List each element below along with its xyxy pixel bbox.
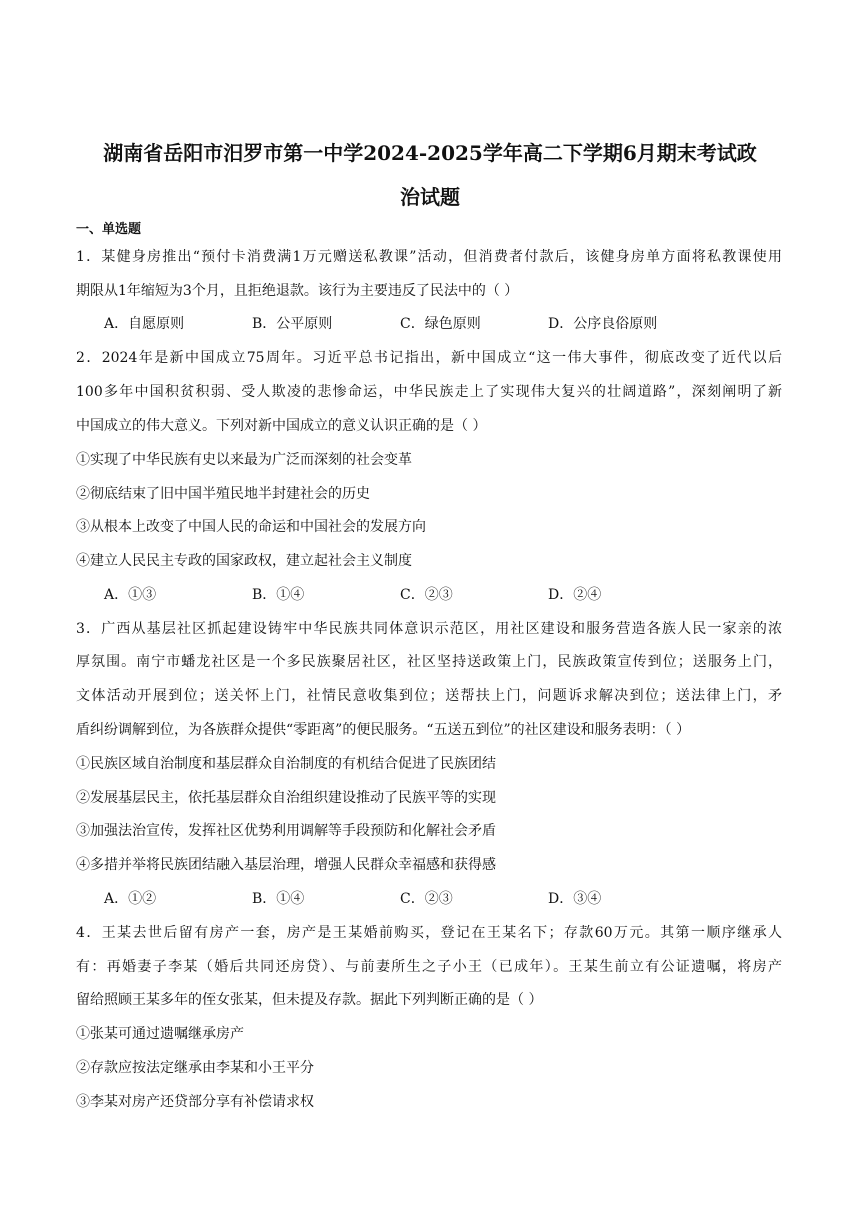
- q4-statement-3: ③李某对房产还贷部分享有补偿请求权: [76, 1094, 314, 1110]
- q3-statement-4: ④多措并举将民族团结融入基层治理，增强人民群众幸福感和获得感: [76, 857, 496, 873]
- q3-statement-1: ①民族区域自治制度和基层群众自治制度的有机结合促进了民族团结: [76, 756, 496, 772]
- q3-statement-3: ③加强法治宣传，发挥社区优势利用调解等手段预防和化解社会矛盾: [76, 823, 496, 839]
- q4-statement-1: ①张某可通过遗嘱继承房产: [76, 1026, 244, 1042]
- q1-stem-line-1: 1．某健身房推出“预付卡消费满1万元赠送私教课”活动，但消费者付款后，该健身房单方面将私教课使用: [76, 249, 782, 265]
- q3-stem-line-1: 3．广西从基层社区抓起建设铸牢中华民族共同体意识示范区，用社区建设和服务营造各族人民一家亲的浓: [76, 621, 782, 637]
- q3-statement-2: ②发展基层民主，依托基层群众自治组织建设推动了民族平等的实现: [76, 790, 496, 806]
- q1-option-b: B．公平原则: [252, 316, 333, 332]
- q2-stem-line-1: 2．2024年是新中国成立75周年。习近平总书记指出，新中国成立“这一伟大事件，彻底改变了近代以后: [76, 350, 782, 366]
- document-title-line-1: 湖南省岳阳市汨罗市第一中学2024-2025学年高二下学期6月期末考试政: [103, 141, 757, 165]
- q3-stem-line-2: 厚氛围。南宁市蟠龙社区是一个多民族聚居社区，社区坚持送政策上门，民族政策宣传到位；送服务上门，: [76, 654, 782, 670]
- q2-stem-line-2: 100多年中国积贫积弱、受人欺凌的悲惨命运，中华民族走上了实现伟大复兴的壮阔道路”，深刻阐明了新: [76, 384, 782, 400]
- q2-option-c: C．②③: [400, 587, 453, 603]
- q3-stem-line-4: 盾纠纷调解到位，为各族群众提供“零距离”的便民服务。“五送五到位”的社区建设和服务表明：（ ）: [76, 722, 691, 738]
- q1-stem-line-2: 期限从1年缩短为3个月，且拒绝退款。该行为主要违反了民法中的（ ）: [76, 283, 519, 299]
- q1-option-c: C．绿色原则: [400, 316, 481, 332]
- q3-option-d: D．③④: [548, 891, 602, 907]
- q2-statement-3: ③从根本上改变了中国人民的命运和中国社会的发展方向: [76, 519, 426, 535]
- q4-stem-line-2: 有：再婚妻子李某（婚后共同还房贷）、与前妻所生之子小王（已成年）。王某生前立有公证遗嘱，将房产: [76, 959, 782, 975]
- document-title-line-2: 治试题: [400, 185, 460, 209]
- q3-option-a: A．①②: [104, 891, 157, 907]
- q2-option-b: B．①④: [252, 587, 305, 603]
- q2-stem-line-3: 中国成立的伟大意义。下列对新中国成立的意义认识正确的是（ ）: [76, 418, 487, 434]
- q2-statement-1: ①实现了中华民族有史以来最为广泛而深刻的社会变革: [76, 452, 412, 468]
- q3-option-b: B．①④: [252, 891, 305, 907]
- q2-option-a: A．①③: [104, 587, 157, 603]
- q4-statement-2: ②存款应按法定继承由李某和小王平分: [76, 1060, 314, 1076]
- q2-statement-4: ④建立人民民主专政的国家政权，建立起社会主义制度: [76, 553, 412, 569]
- q2-statement-2: ②彻底结束了旧中国半殖民地半封建社会的历史: [76, 486, 370, 502]
- q4-stem-line-3: 留给照顾王某多年的侄女张某，但未提及存款。据此下列判断正确的是（ ）: [76, 992, 543, 1008]
- q3-option-c: C．②③: [400, 891, 453, 907]
- q1-options: [104, 314, 744, 334]
- q3-stem-line-3: 文体活动开展到位；送关怀上门，社情民意收集到位；送帮扶上门，问题诉求解决到位；送法律上门，矛: [76, 688, 782, 704]
- q1-option-a: A．自愿原则: [104, 316, 185, 332]
- q2-options: [104, 585, 744, 605]
- q1-option-d: D．公序良俗原则: [548, 316, 658, 332]
- section-heading: 一、单选题: [76, 222, 142, 237]
- q2-option-d: D．②④: [548, 587, 602, 603]
- q3-options: [104, 889, 744, 909]
- q4-stem-line-1: 4．王某去世后留有房产一套，房产是王某婚前购买，登记在王某名下；存款60万元。其第一顺序继承人: [76, 925, 782, 941]
